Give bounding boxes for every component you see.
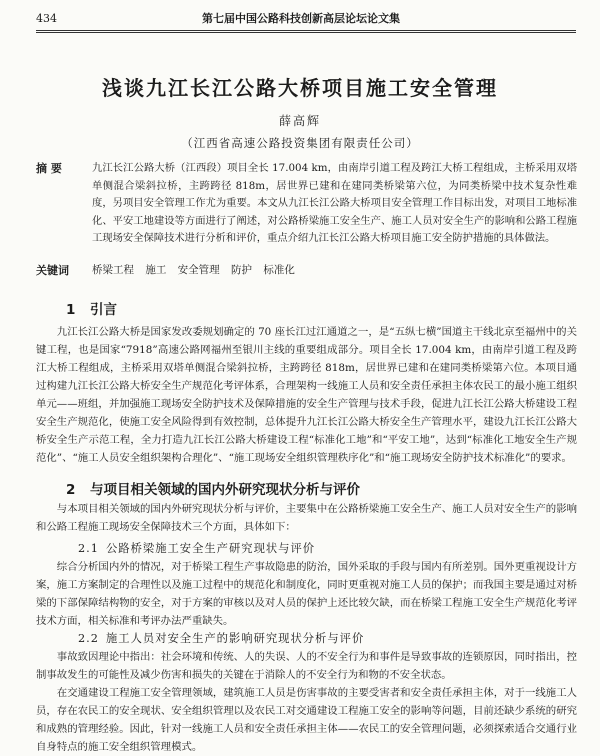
subsection-title: 公路桥梁施工安全生产研究现状与评价 — [106, 542, 316, 555]
keywords-label: 关键词 — [36, 264, 69, 277]
subsection-number: 2.1 — [78, 542, 99, 555]
subsection-number: 2.2 — [78, 632, 99, 645]
author: 薛高辉 — [278, 114, 321, 128]
section-heading — [66, 298, 117, 318]
subsection-heading — [78, 540, 315, 556]
running-header — [36, 8, 576, 28]
section-number: 2 — [66, 482, 76, 498]
section-title: 引言 — [90, 302, 117, 318]
subsection-title: 施工人员对安全生产的影响研究现状分析与评价 — [106, 632, 365, 645]
affiliation: （江西省高速公路投资集团有限责任公司） — [181, 136, 419, 150]
body-paragraph: 事故致因理论中指出：社会环境和传统、人的失误、人的不安全行为和事件是导致事故的连锁原因，同时指出，控制事故发生的可能性及减少伤害和损失的关键在于消除人的不安全行为和物的不安全状态。 — [36, 651, 577, 681]
section-title: 与项目相关领域的国内外研究现状分析与评价 — [90, 482, 360, 498]
section-heading — [66, 478, 360, 498]
section-number: 1 — [66, 302, 76, 318]
abstract-label: 摘 要 — [36, 162, 62, 175]
header-rule-top — [36, 30, 576, 31]
body-paragraph: 与本项目相关领域的国内外研究现状分析与评价，主要集中在公路桥梁施工安全生产、施工人员对安全生产的影响和公路工程施工现场安全保障技术三个方面，具体如下： — [36, 503, 577, 533]
abstract-text: 九江长江公路大桥（江西段）项目全长 17.004 km，由南岸引道工程及跨江大桥工程组成，主桥采用双塔单侧混合梁斜拉桥，主跨跨径 818m，居世界已建和在建同类桥梁第六位，为同类桥梁中技术复杂性难度，另项目安全管理工作尤为重要。本文从九江长江公路大桥项目安全管理工作目标出发，对项目工地标准化、平安工地建设等方面进行了阐述，对公路桥梁施工安全生产、施工人员对安全生产的影响和公路工程施工现场安全保障技术进行分析和评价，重点介绍九江长江公路大桥项目施工安全防护措施的具体做法。 — [92, 162, 577, 244]
body-paragraph: 九江长江公路大桥是国家发改委规划确定的 70 座长江过江通道之一，是“五纵七横”国道主干线北京至福州中的关键工程，也是国家“7918”高速公路网福州至银川主线的重要组成部分。项目全长 17.004 km，由南岸引道工程及跨江大桥工程组成，主桥采用双塔单侧混合梁斜拉桥，主跨跨径 818m，居世界已建和在建同类桥梁第六位。本项目通过构建九江长江公路大桥安全生产规范化考评体系，合理架构一线施工人员和安全责任承担主体农民工的最小施工组织单元——班组，并加强施工现场安全防护技术及保障措施的安全生产管理与技术手段，促进九江长江公路大桥建设工程安全生产规范化，使施工安全风险得到有效控制，总体提升九江长江公路大桥安全生产管理水平，建设九江长江公路大桥安全生产示范工程，全力打造九江长江公路大桥建设工程“标准化工地”和“平安工地”，达到“标准化工地安全生产规范化”、“施工人员安全组织架构合理化”、“施工现场安全组织管理秩序化”和“施工现场安全防护技术标准化”的要求。 — [36, 326, 577, 464]
keywords-text: 桥梁工程 施工 安全管理 防护 标准化 — [92, 264, 295, 276]
body-paragraph: 综合分析国内外的情况，对于桥梁工程生产事故隐患的防治，国外采取的手段与国内有所差别。国外更重视设计方案，施工方案制定的合理性以及施工过程中的规范化和制度化，同时更重视对施工人员的保护；而我国主要是通过对桥梁的下部保障结构物的安全，对于方案的审核以及对人员的保护上还比较欠缺，而在桥梁工程施工安全生产规范化考评技术方面，相关标准和考评办法严重缺失。 — [36, 561, 577, 627]
page-number: 434 — [36, 11, 57, 25]
header-rule-bottom — [36, 32, 576, 33]
subsection-heading — [78, 630, 364, 646]
paper-title: 浅谈九江长江公路大桥项目施工安全管理 — [102, 76, 498, 100]
conference-title: 第七届中国公路科技创新高层论坛论文集 — [202, 12, 400, 25]
body-paragraph: 在交通建设工程施工安全管理领域，建筑施工人员是伤害事故的主要受害者和安全责任承担主体，对于一线施工人员，存在农民工的安全现状、安全组织管理以及农民工对交通建设工程施工安全的影响等问题，目前还缺少系统的研究和成熟的管理经验。因此，针对一线施工人员和安全责任承担主体——农民工的安全管理问题，必须探索适合交通行业自身特点的施工安全组织管理模式。 — [36, 687, 577, 753]
